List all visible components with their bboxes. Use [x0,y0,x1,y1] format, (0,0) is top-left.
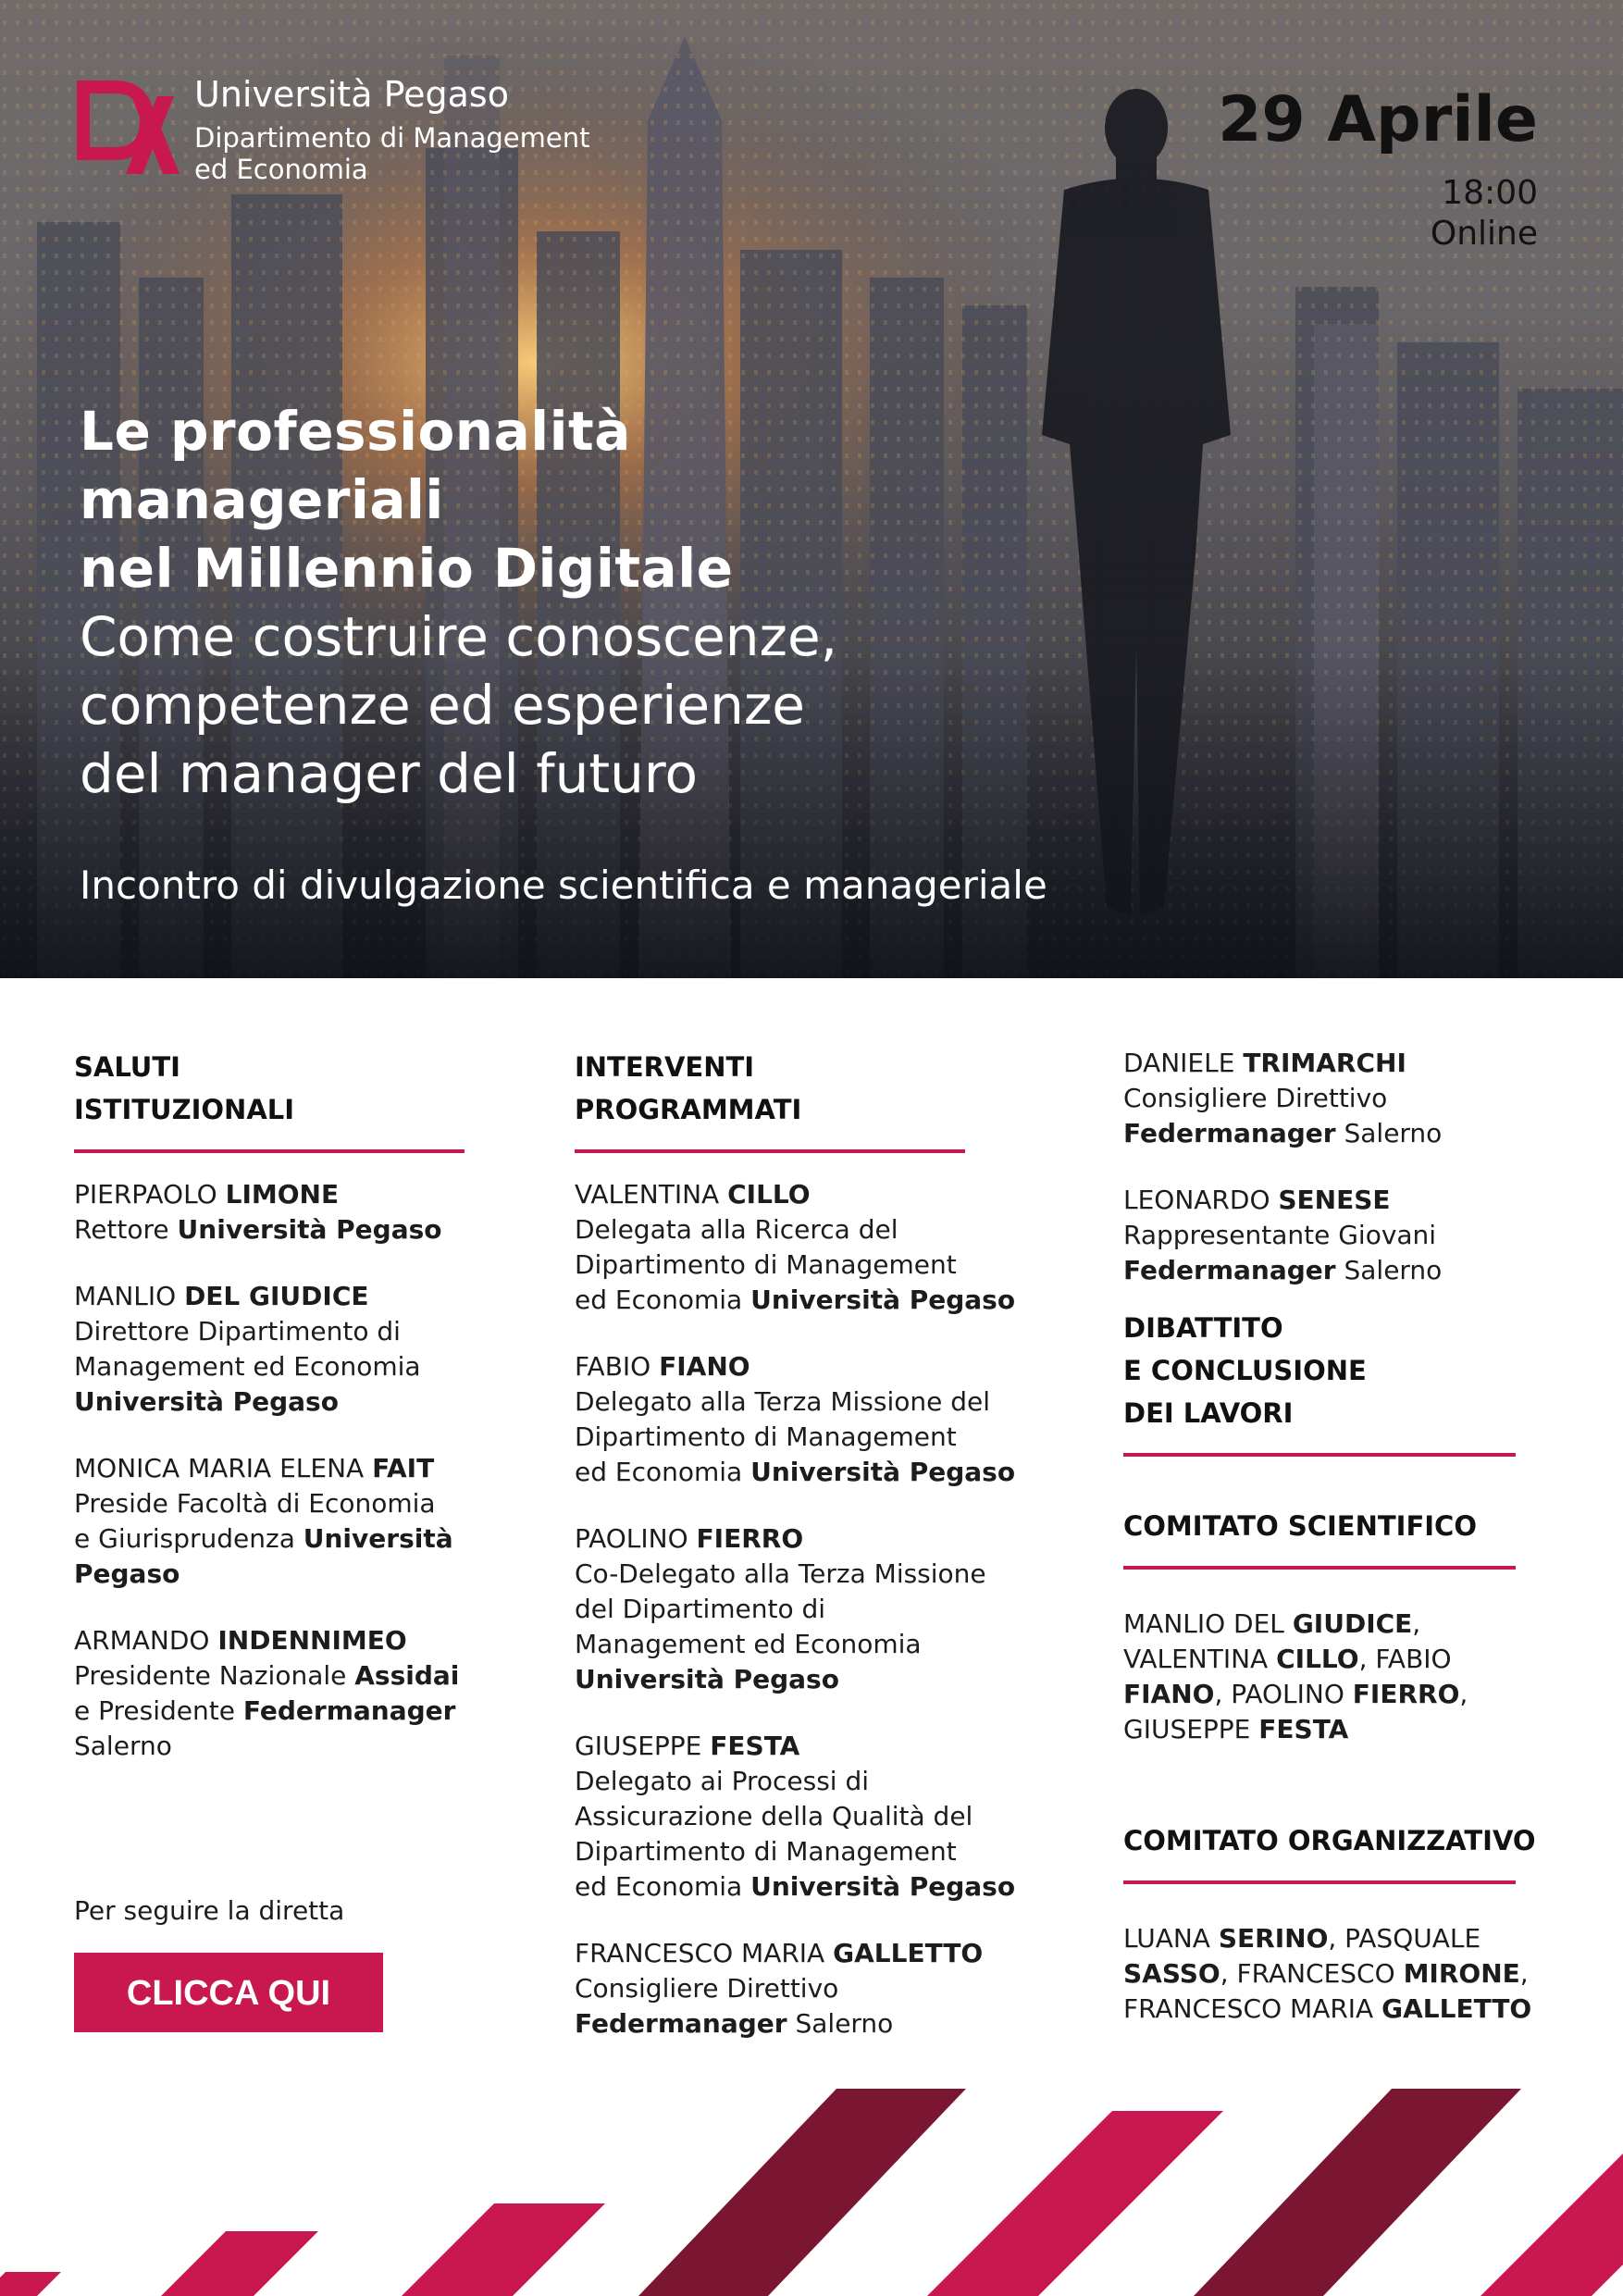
speaker-entry [74,1451,509,1592]
speaker-role-line [575,1662,1019,1697]
event-mode: Online [1430,215,1538,253]
text: Delegato alla Terza Missione del [575,1386,991,1417]
speaker-role-line [575,1764,1019,1799]
speaker-role-line [575,1834,1019,1869]
saluti-people-list [74,1177,509,1764]
text: Consigliere Direttivo [575,1973,839,2004]
event-subtitle-line-2: competenze ed esperienze [80,674,805,737]
text: ed Economia [575,1457,751,1487]
section-divider [74,1149,465,1153]
speaker-first-name: DANIELE [1123,1048,1244,1078]
speaker-entry [575,1521,1019,1697]
department-name-line-2: ed Economia [194,154,368,185]
speaker-role-line [575,1455,1019,1490]
speaker-role-line [74,1384,509,1420]
speaker-last-name: GALLETTO [833,1938,984,1968]
text: ed Economia [575,1285,751,1315]
speaker-role-line [575,1283,1019,1318]
text: Direttore Dipartimento di [74,1316,401,1347]
text: , FRANCESCO [1220,1958,1404,1989]
speaker-last-name: LIMONE [225,1179,340,1210]
speaker-name [575,1177,1019,1212]
speaker-entry [1123,1046,1558,1151]
speaker-entry [1123,1183,1558,1288]
comitato-organizzativo-members [1123,1921,1558,2027]
speaker-first-name: FRANCESCO MARIA [575,1938,834,1968]
text: , [1519,1958,1529,1989]
speaker-last-name: SENESE [1278,1185,1391,1215]
text: Delegata alla Ricerca del [575,1214,898,1245]
member-line [1123,1921,1558,1956]
speaker-role-line [74,1212,509,1247]
text: ed Economia [575,1871,751,1902]
text: Dipartimento di Management [575,1249,957,1280]
speaker-role-line [74,1658,509,1694]
text: e Giurisprudenza [74,1523,304,1554]
interventi-heading-line-2: PROGRAMMATI [575,1094,802,1125]
event-time: 18:00 [1442,174,1538,212]
member-line [1123,1992,1558,2027]
text: MANLIO DEL [1123,1608,1293,1639]
speaker-first-name: LEONARDO [1123,1185,1279,1215]
speaker-last-name: FESTA [710,1731,800,1761]
bold-text: Università Pegaso [177,1214,442,1245]
speaker-entry [575,1177,1019,1318]
bold-text: SERINO [1218,1923,1329,1954]
event-title-line-2: manageriali [80,468,444,531]
speaker-name [1123,1183,1558,1218]
speaker-role-line [575,1247,1019,1283]
text: , PASQUALE [1328,1923,1481,1954]
decorative-stripes [0,2082,1623,2296]
member-line [1123,1956,1558,1992]
text: Rappresentante Giovani [1123,1220,1437,1250]
speaker-role-line [74,1486,509,1521]
bold-text: FIERRO [1352,1679,1460,1709]
saluti-heading-line-1: SALUTI [74,1051,180,1083]
speaker-role-line [74,1521,509,1557]
speaker-name [74,1623,509,1658]
interventi-people-list [575,1177,1019,2042]
speaker-name [74,1451,509,1486]
section-divider [1123,1880,1516,1884]
live-stream-label: Per seguire la diretta [74,1895,345,1926]
university-name: Università Pegaso [194,74,509,115]
text: Dipartimento di Management [575,1836,957,1867]
speaker-role-line [1123,1081,1558,1116]
speaker-last-name: DEL GIUDICE [184,1281,369,1311]
event-tagline: Incontro di divulgazione scientifica e manageriale [80,863,1047,908]
text: GIUSEPPE [1123,1714,1259,1744]
speakers-continued-list [1123,1046,1558,1288]
speaker-role-line [575,1627,1019,1662]
speaker-last-name: INDENNIMEO [217,1625,407,1656]
speaker-name [74,1177,509,1212]
university-logo-icon [76,78,185,181]
text: , [1459,1679,1468,1709]
text: LUANA [1123,1923,1219,1954]
speaker-last-name: FIERRO [696,1523,804,1554]
bold-text: Università Pegaso [750,1457,1016,1487]
speaker-first-name: PIERPAOLO [74,1179,226,1210]
speaker-role-line [575,1212,1019,1247]
text: Salerno [787,2008,894,2039]
event-title-line-1: Le professionalità [80,400,631,463]
text: Presidente Nazionale [74,1660,355,1691]
dibattito-heading-line-1: DIBATTITO [1123,1312,1283,1344]
comitato-organizzativo-heading: COMITATO ORGANIZZATIVO [1123,1825,1536,1856]
speaker-name [1123,1046,1558,1081]
department-name-line-1: Dipartimento di Management [194,122,590,154]
bold-text: Federmanager [1123,1118,1336,1148]
saluti-column [74,1046,509,1795]
member-line [1123,1677,1558,1712]
bold-text: Assidai [354,1660,460,1691]
speaker-role-line [575,1971,1019,2006]
bold-text: Università Pegaso [74,1386,339,1417]
text: Consigliere Direttivo [1123,1083,1388,1113]
speaker-last-name: TRIMARCHI [1243,1048,1406,1078]
speaker-last-name: FAIT [372,1453,435,1483]
speaker-entry [74,1177,509,1247]
right-column [1123,1046,1558,2027]
section-divider [1123,1453,1516,1457]
text: Co-Delegato alla Terza Missione [575,1558,986,1589]
text: del Dipartimento di [575,1594,826,1624]
speaker-name [575,1349,1019,1384]
speaker-role-line [575,1799,1019,1834]
saluti-heading-line-2: ISTITUZIONALI [74,1094,295,1125]
speaker-last-name: CILLO [727,1179,811,1210]
dibattito-heading-line-2: E CONCLUSIONE [1123,1355,1367,1386]
speaker-first-name: FABIO [575,1351,660,1382]
bold-text: Università Pegaso [750,1871,1016,1902]
speaker-last-name: FIANO [659,1351,750,1382]
speaker-role-line [575,1592,1019,1627]
text: e Presidente [74,1695,243,1726]
bold-text: CILLO [1276,1644,1359,1674]
bold-text: Università Pegaso [750,1285,1016,1315]
bold-text: FESTA [1258,1714,1349,1744]
speaker-role-line [74,1349,509,1384]
text: , FABIO [1358,1644,1452,1674]
bold-text: Federmanager [1123,1255,1336,1285]
event-date: 29 Aprile [1218,83,1538,156]
bold-text: GIUDICE [1292,1608,1413,1639]
bold-text: Università [303,1523,453,1554]
speaker-role-line [74,1557,509,1592]
bold-text: Università Pegaso [575,1664,839,1694]
interventi-column [575,1046,1019,2073]
comitato-scientifico-heading: COMITATO SCIENTIFICO [1123,1510,1477,1542]
speaker-role-line [575,1384,1019,1420]
text: Management ed Economia [74,1351,421,1382]
text: Salerno [1335,1118,1443,1148]
speaker-first-name: GIUSEPPE [575,1731,711,1761]
speaker-first-name: MONICA MARIA ELENA [74,1453,373,1483]
text: Delegato ai Processi di [575,1766,870,1796]
member-line [1123,1642,1558,1677]
section-divider [575,1149,965,1153]
speaker-entry [74,1279,509,1420]
bold-text: FIANO [1123,1679,1215,1709]
event-title-line-3: nel Millennio Digitale [80,537,734,600]
speaker-role-line [74,1694,509,1729]
text: Salerno [1335,1255,1443,1285]
speaker-role-line [575,1420,1019,1455]
speaker-entry [575,1729,1019,1905]
speaker-first-name: VALENTINA [575,1179,728,1210]
text: Rettore [74,1214,178,1245]
speaker-role-line [1123,1116,1558,1151]
hero-banner [0,0,1623,978]
text: Management ed Economia [575,1629,922,1659]
speaker-name [575,1521,1019,1557]
speaker-name [575,1936,1019,1971]
bold-text: Federmanager [242,1695,456,1726]
text: VALENTINA [1123,1644,1277,1674]
member-line [1123,1712,1558,1747]
speaker-role-line [74,1314,509,1349]
speaker-first-name: MANLIO [74,1281,185,1311]
text: Salerno [74,1731,172,1761]
bold-text: GALLETTO [1381,1993,1532,2024]
speaker-first-name: ARMANDO [74,1625,218,1656]
speaker-entry [575,1349,1019,1490]
text: , PAOLINO [1214,1679,1353,1709]
speaker-first-name: PAOLINO [575,1523,697,1554]
speaker-entry [74,1623,509,1764]
section-divider [1123,1566,1516,1570]
speaker-role-line [575,1869,1019,1905]
speaker-role-line [1123,1218,1558,1253]
interventi-heading-line-1: INTERVENTI [575,1051,755,1083]
bold-text: Pegaso [74,1558,180,1589]
event-subtitle-line-1: Come costruire conoscenze, [80,605,838,668]
text: FRANCESCO MARIA [1123,1993,1382,2024]
text: Assicurazione della Qualità del [575,1801,973,1831]
speaker-role-line [575,2006,1019,2042]
speaker-name [575,1729,1019,1764]
dibattito-heading-line-3: DEI LAVORI [1123,1397,1294,1429]
bold-text: MIRONE [1403,1958,1520,1989]
member-line [1123,1607,1558,1642]
bold-text: SASSO [1123,1958,1220,1989]
text: , [1412,1608,1421,1639]
text: Preside Facoltà di Economia [74,1488,436,1519]
text: Dipartimento di Management [575,1421,957,1452]
speaker-role-line [1123,1253,1558,1288]
speaker-name [74,1279,509,1314]
event-subtitle-line-3: del manager del futuro [80,742,698,805]
clicca-qui-button[interactable]: CLICCA QUI [74,1953,383,2032]
comitato-scientifico-members [1123,1607,1558,1747]
speaker-role-line [575,1557,1019,1592]
speaker-role-line [74,1729,509,1764]
speaker-entry [575,1936,1019,2042]
bold-text: Federmanager [575,2008,787,2039]
